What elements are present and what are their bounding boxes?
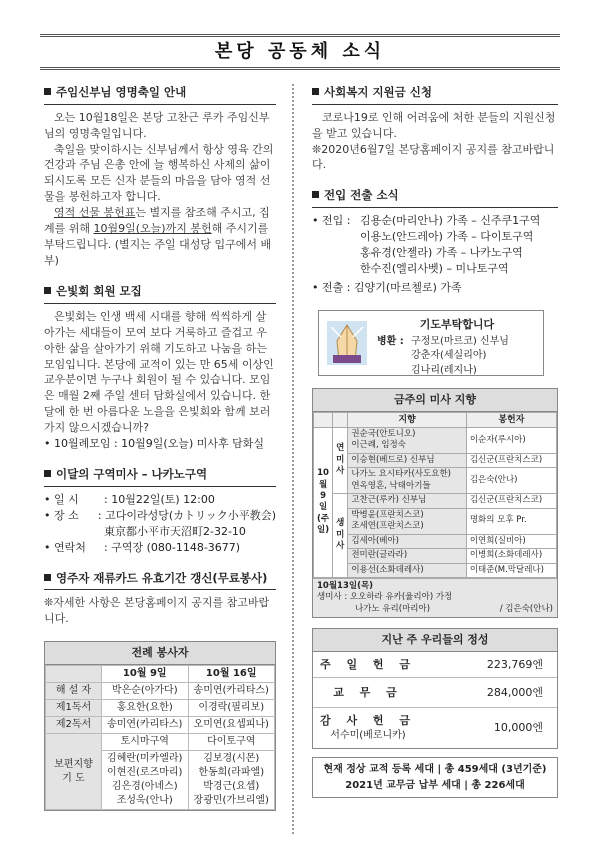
offering-row: 감 사 헌 금 서수미(베로니카) 10,000엔: [320, 714, 543, 742]
table-row: 박병윤(프란치스코) 조세연(프란치스코) 명화의 모후 Pr.: [314, 508, 557, 534]
offering-title: 지난 주 우리들의 정성: [313, 629, 557, 652]
table-row: 이승현(베드로) 신부님 김신군(프란치스코): [314, 453, 557, 467]
col-header: 지향: [348, 412, 467, 427]
feast-para2: 축일을 맞이하시는 신부님께서 항상 영육 간의 건강과 주님 은총 안에 늘 행복하신 사제의 삶이 되시도록 모든 신자 분들의 마음을 담아 영적 선물을 봉헌하고자 합니다.: [44, 142, 274, 204]
servers-table: [45, 665, 275, 810]
page-title-bar: [40, 34, 560, 70]
square-bullet-icon: [44, 470, 51, 477]
prayer-title: 기도부탁합니다: [419, 317, 495, 331]
silver-para: 은빛회는 인생 백세 시대를 향해 씩씩하게 살아가는 세대들이 모여 보다 거룩하고 즐겁고 우아한 삶을 살아가기 위해 기도하고 나눔을 하는 모임입니다. 본당에 교적이 있는 만 65세 이상인 교우분이면 누구나 회원이 될 수 있습니다. 모임은 매월 2째 주일 센터 담화실에서 있습니다. 한 달에 한 번 아름다운 노을을 은빛회와 함께 보러 가지 않으시겠습니까?: [44, 309, 274, 435]
section-title: 전입 전출 소식: [312, 187, 558, 208]
feast-para1: 오는 10월18일은 본당 고찬근 루카 주임신부님의 영명축일입니다.: [44, 110, 270, 140]
silver-club-notice: [44, 283, 276, 452]
square-bullet-icon: [312, 191, 319, 198]
table-row: 생미사 고찬근(루카) 신부님 김신군(프란치스코): [314, 494, 557, 508]
district-mass-notice: [44, 466, 276, 555]
table-row: 제2독서 송미연(카리타스) 오미연(요셉피나): [46, 717, 275, 734]
right-column: [312, 84, 558, 798]
section-title: 사회복지 지원금 신청: [312, 84, 558, 105]
table-row: 이용선(소화데레사) 이태준(M.막달레나): [314, 563, 557, 577]
table-row: 10월9일(주일) 연미사 권순국(안토니오) 이근례, 임정숙 이순자(루시아): [314, 427, 557, 453]
col-header: 10월 9일: [102, 666, 189, 683]
welfare-para: 코로나19로 인해 어려움에 처한 분들의 지원신청을 받고 있습니다.: [312, 110, 556, 140]
card-note: ❊자세한 사항은 본당홈페이지 공지를 참고바랍니다.: [44, 596, 270, 626]
page-title: 본당 공동체 소식: [214, 41, 386, 62]
table-row: 나가노 요시타카(사도요한) 연옥영혼, 낙태아기들 김은숙(안나): [314, 468, 557, 494]
table-row: 제1독서 홍요한(요한) 이경락(필리보): [46, 700, 275, 717]
info-contact: • 연락처 : 구역장 (080-1148-3677): [44, 540, 241, 554]
offering-row: 교 무 금 284,000엔: [313, 678, 557, 708]
column-divider: [292, 84, 294, 834]
praying-hands-icon: [327, 321, 367, 365]
transfer-in: • 전입 : 김용순(마리안나) 가족 – 신주쿠1구역 이용노(안드레아) 가족 – 다이토구역 홍유경(안젤라) 가족 – 나카노구역 한수진(엘리사벳) – 미나토구역: [312, 214, 541, 275]
info-address: 東京都小平市天沼町2-32-10: [104, 524, 246, 538]
table-row: 전미란(글라라) 이병희(소화데레사): [314, 549, 557, 563]
welfare-notice: [312, 84, 558, 173]
left-column: [44, 84, 276, 811]
mass-footnote: 10월13일(목) 생미사 : 오오하라 유카(율리아) 가정 나가노 유리(마리아) / 김은숙(안나): [313, 578, 557, 617]
info-place: • 장 소 : 고다이라성당(カトリック小平教会): [44, 508, 276, 522]
info-date: • 일 시 : 10월22일(토) 12:00: [44, 492, 215, 506]
list-item: 이용노(안드레아) 가족 – 다이토구역: [360, 230, 534, 244]
section-title: 주임신부님 영명축일 안내: [44, 84, 276, 105]
list-item: 김용순(마리안나) 가족 – 신주쿠1구역: [360, 214, 541, 228]
silver-meeting: • 10월례모임 : 10월9일(오늘) 미사후 담화실: [44, 437, 265, 451]
offering-box: [312, 628, 558, 749]
mass-title: 금주의 미사 지향: [313, 389, 557, 412]
list-item: 강춘자(세실리아): [411, 350, 487, 362]
transfer-notice: [312, 187, 558, 295]
feast-notice: [44, 84, 276, 269]
parish-stats: 현재 정상 교적 등록 세대 | 총 459세대 (3년기준) 2021년 교무금 납부 세대 | 총 226세대: [312, 757, 558, 798]
list-item: 홍유경(안젤라) 가족 – 나카노구역: [360, 245, 523, 259]
col-header: 10월 16일: [188, 666, 275, 683]
feast-para3: 영적 선물 봉헌표는 별지를 참조해 주시고, 집계를 위해 10월9일(오늘)까지 봉헌해 주시기를 부탁드립니다. (별지는 주일 대성당 입구에서 배부): [44, 206, 272, 268]
servers-title: 전례 봉사자: [45, 642, 275, 665]
section-title: 이달의 구역미사 – 나카노구역: [44, 466, 276, 487]
residence-card-notice: [44, 570, 276, 628]
square-bullet-icon: [44, 287, 51, 294]
list-item: 김나리(레지나): [411, 364, 477, 376]
list-item: 한수진(엘리사벳) – 미나토구역: [360, 261, 509, 275]
col-header: 봉헌자: [466, 412, 556, 427]
prayer-request-box: 기도부탁합니다 병환 : 구정모(마르코) 신부님 강춘자(세실리아) 김나리(레지나): [318, 310, 544, 376]
section-title: 은빛회 회원 모집: [44, 283, 276, 304]
liturgy-servers-box: [44, 641, 276, 811]
table-row: 보편지향 기 도 토시마구역 다이토구역: [46, 734, 275, 751]
square-bullet-icon: [44, 574, 51, 581]
table-row: [46, 666, 275, 683]
transfer-out: • 전출 : 김양기(마르첼로) 가족: [312, 280, 462, 294]
section-title: 영주자 재류카드 유효기간 갱신(무료봉사): [44, 570, 276, 591]
table-row: 해 설 자 박은순(아가다) 송미연(카리타스): [46, 683, 275, 700]
table-row: [314, 412, 557, 427]
mass-table: [313, 412, 557, 578]
offering-row: 주 일 헌 금 223,769엔: [313, 652, 557, 678]
list-item: 구정모(마르코) 신부님: [411, 335, 509, 347]
table-row: 김혜란(미카엘라) 이현진(로즈마리) 김은경(아녜스) 조성욱(안나) 김보경(시몬) 한동희(라파엘) 박경근(요셉) 장광민(가브리엘): [46, 751, 275, 810]
mass-intention-box: [312, 388, 558, 619]
square-bullet-icon: [44, 88, 51, 95]
table-row: 김세아(베아) 이연희(실비아): [314, 534, 557, 548]
square-bullet-icon: [312, 88, 319, 95]
welfare-note: ❊2020년6월7일 본당홈페이지 공지를 참고바랍니다.: [312, 142, 555, 172]
